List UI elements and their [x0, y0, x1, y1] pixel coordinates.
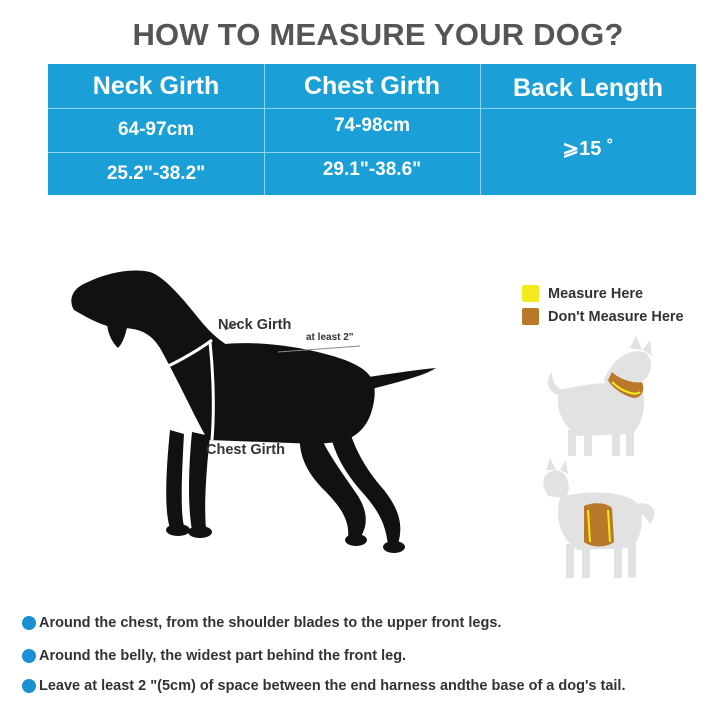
- note-space: [22, 678, 625, 694]
- legend-measure-label: Measure Here: [548, 285, 644, 302]
- header-back-length: Back Length: [512, 73, 664, 102]
- neck-girth-cm: 64-97cm: [117, 119, 195, 140]
- gap-label: at least 2": [306, 332, 354, 343]
- header-neck-girth: Neck Girth: [92, 71, 220, 100]
- dog-silhouette: [0, 220, 720, 600]
- page-title: HOW TO MEASURE YOUR DOG?: [132, 17, 624, 52]
- back-length-value: ⩾15 ˚: [562, 137, 614, 160]
- note-chest: [22, 615, 501, 631]
- neck-girth-in: 25.2"-38.2": [106, 162, 206, 184]
- legend-measure: [522, 285, 643, 302]
- dont-measure-swatch: [522, 308, 539, 325]
- legend-dont-measure: [522, 308, 684, 325]
- bullet-icon: [22, 616, 36, 630]
- measure-swatch: [522, 285, 539, 302]
- neck-girth-label: Neck Girth: [218, 317, 292, 333]
- note-text: Leave at least 2 "(5cm) of space between the end harness andthe base of a dog's tail.: [39, 678, 626, 694]
- chest-girth-label: Chest Girth: [206, 442, 285, 458]
- chest-girth-cm: 74-98cm: [333, 115, 411, 136]
- measure-diagram: [0, 220, 720, 600]
- chest-girth-in: 29.1"-38.6": [322, 158, 422, 180]
- legend-dont-measure-label: Don't Measure Here: [548, 308, 684, 325]
- header-chest-girth: Chest Girth: [303, 71, 441, 100]
- bullet-icon: [22, 649, 36, 663]
- note-belly: [22, 648, 406, 664]
- note-text: Around the chest, from the shoulder blades to the upper front legs.: [39, 615, 502, 631]
- size-table: [48, 64, 696, 195]
- note-text: Around the belly, the widest part behind the front leg.: [39, 648, 407, 664]
- bullet-icon: [22, 679, 36, 693]
